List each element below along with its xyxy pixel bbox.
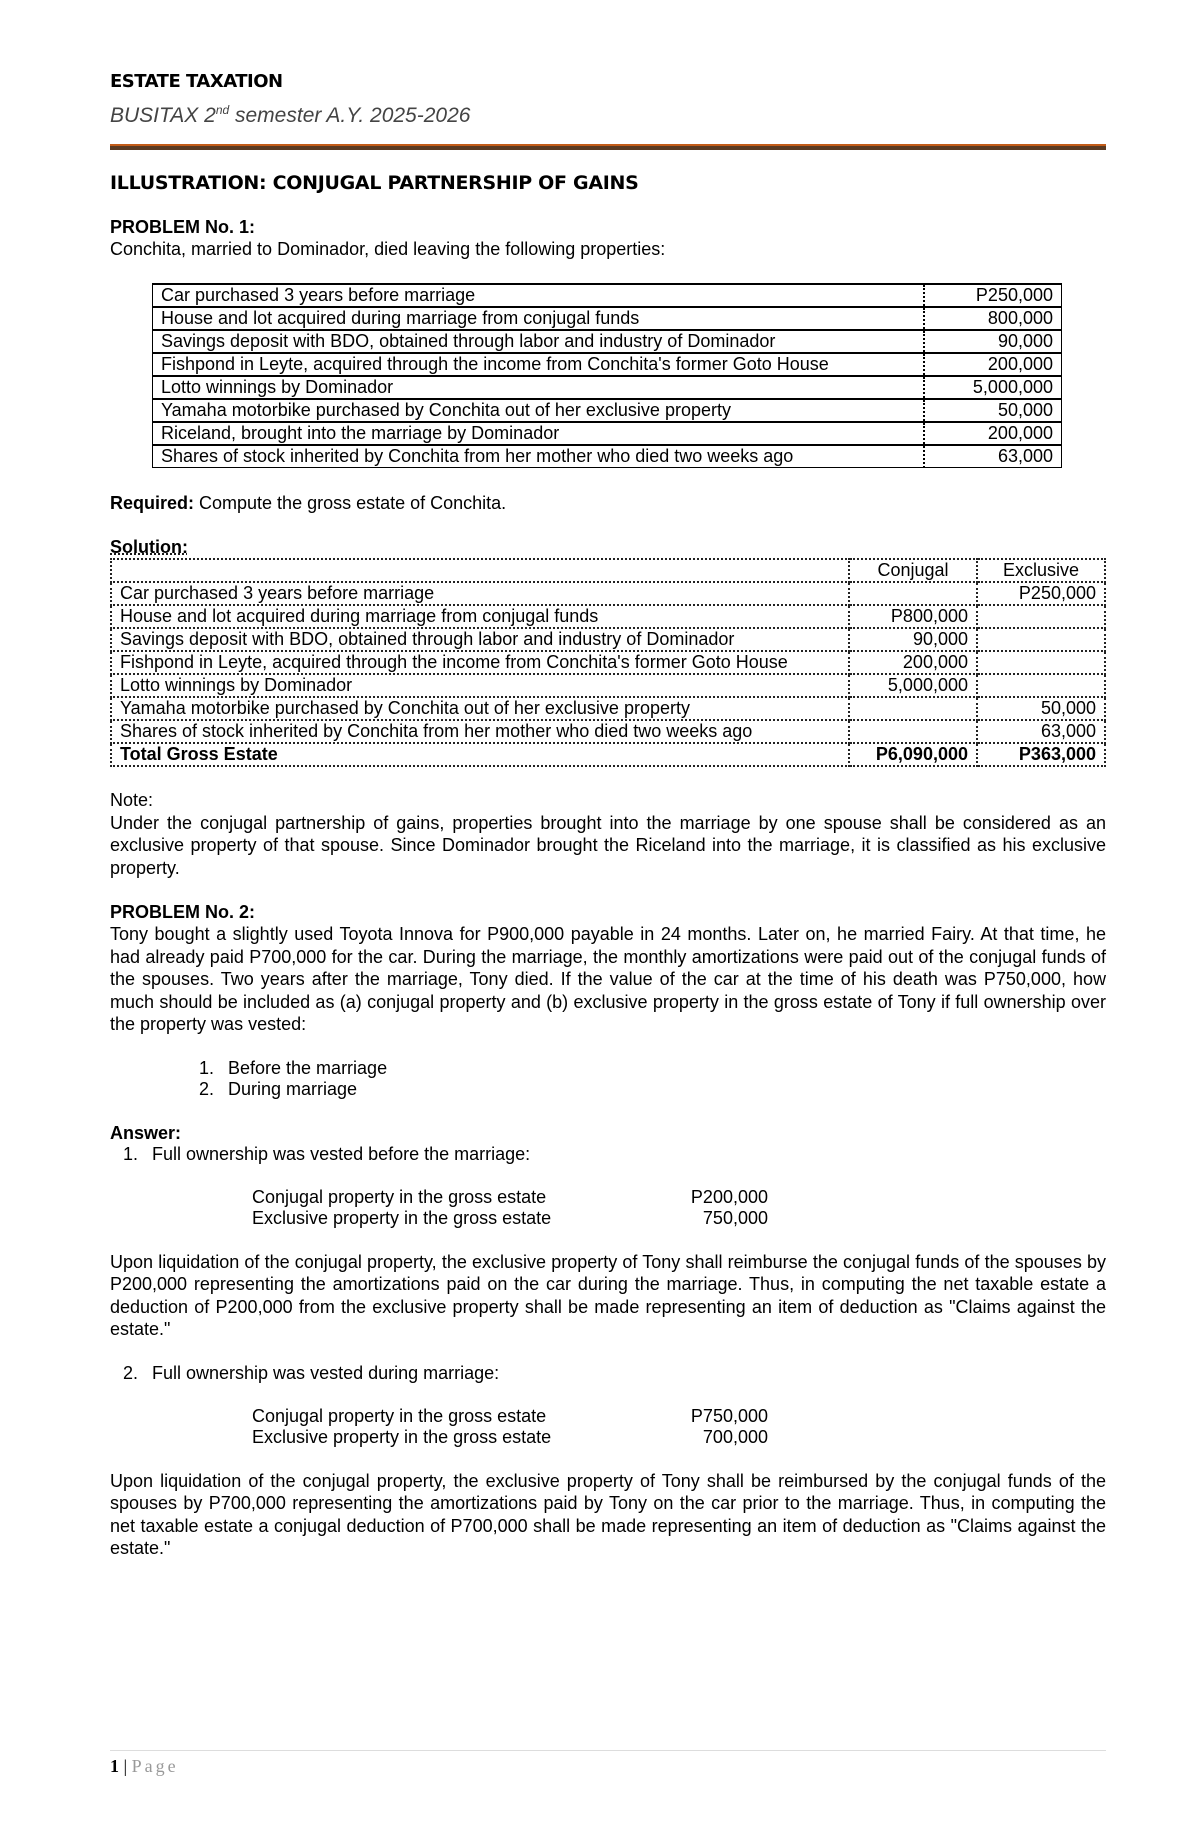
property-row (153, 353, 1062, 376)
total-exclusive: P363,000 (977, 743, 1105, 766)
property-row (153, 399, 1062, 422)
solution-row (111, 674, 1105, 697)
solution-header-row (111, 559, 1105, 582)
option-number: 1. (198, 1057, 214, 1078)
property-desc: House and lot acquired during marriage from conjugal funds (153, 307, 925, 330)
solution-header-blank (111, 559, 849, 582)
conjugal-header: Conjugal (849, 559, 977, 582)
property-amount: 200,000 (924, 422, 1062, 445)
property-desc: Yamaha motorbike purchased by Conchita out of her exclusive property (153, 399, 925, 422)
solution-row (111, 628, 1105, 651)
required-label: Required: (110, 492, 195, 513)
solution-desc: Lotto winnings by Dominador (111, 674, 849, 697)
properties-table (152, 283, 1062, 468)
solution-desc: Car purchased 3 years before marriage (111, 582, 849, 605)
answer-explanation: Upon liquidation of the conjugal property, the exclusive property of Tony shall reimburse the conjugal funds of the spouses by P200,000 representing the amortizations paid on the car during the marriage. Thus, in computing the net taxable estate a deduction of P200,000 from the exclusive property shall be made representing an item of deduction as "Claims against the estate." (110, 1251, 1106, 1339)
amount-line (252, 1208, 1106, 1229)
option-number: 2. (198, 1078, 214, 1099)
document-title: ILLUSTRATION: CONJUGAL PARTNERSHIP OF GAINS (110, 172, 639, 194)
property-desc: Shares of stock inherited by Conchita from her mother who died two weeks ago (153, 445, 925, 468)
problem2-heading: PROBLEM No. 2: (110, 902, 256, 922)
document-page (110, 70, 1106, 1560)
solution-conjugal: 200,000 (849, 651, 977, 674)
property-amount: 90,000 (924, 330, 1062, 353)
property-amount: 63,000 (924, 445, 1062, 468)
property-amount: P250,000 (924, 284, 1062, 307)
amount-line (252, 1406, 1106, 1427)
answer-amounts (252, 1406, 1106, 1448)
solution-conjugal: 90,000 (849, 628, 977, 651)
property-amount: 800,000 (924, 307, 1062, 330)
property-desc: Lotto winnings by Dominador (153, 376, 925, 399)
solution-conjugal: P800,000 (849, 605, 977, 628)
solution-row (111, 651, 1105, 674)
solution-desc: Shares of stock inherited by Conchita from her mother who died two weeks ago (111, 720, 849, 743)
amount-line (252, 1187, 1106, 1208)
amount-label: Conjugal property in the gross estate (252, 1186, 547, 1207)
option-item (178, 1058, 1106, 1079)
amount-value: 750,000 (702, 1207, 768, 1228)
answer-heading (110, 1144, 1106, 1165)
answer-label: Answer: (110, 1122, 182, 1143)
amount-label: Exclusive property in the gross estate (252, 1426, 552, 1447)
problem1-heading: PROBLEM No. 1: (110, 217, 256, 237)
solution-row (111, 697, 1105, 720)
solution-desc: Yamaha motorbike purchased by Conchita out of her exclusive property (111, 697, 849, 720)
property-row (153, 307, 1062, 330)
exclusive-header: Exclusive (977, 559, 1105, 582)
amount-label: Conjugal property in the gross estate (252, 1405, 547, 1426)
note-label: Note: (110, 790, 154, 810)
page-header (110, 70, 1106, 150)
property-row (153, 284, 1062, 307)
solution-row (111, 720, 1105, 743)
answer-block (110, 1144, 1106, 1341)
solution-exclusive: 50,000 (977, 697, 1105, 720)
header-subtitle (110, 96, 1106, 130)
header-subtitle-course: BUSITAX 2 (110, 104, 216, 127)
answer-amounts (252, 1187, 1106, 1229)
answer-number: 1. (122, 1143, 138, 1164)
page-number: 1 (110, 1756, 119, 1776)
property-row (153, 330, 1062, 353)
page-label: Page (131, 1756, 179, 1776)
solution-conjugal (849, 720, 977, 743)
solution-desc: Savings deposit with BDO, obtained through labor and industry of Dominador (111, 628, 849, 651)
property-amount: 5,000,000 (924, 376, 1062, 399)
amount-value: P200,000 (690, 1186, 768, 1207)
property-amount: 50,000 (924, 399, 1062, 422)
header-rule (110, 144, 1106, 150)
page-footer (110, 1756, 179, 1777)
answers (110, 1144, 1106, 1560)
problem1-intro: Conchita, married to Dominador, died leaving the following properties: (110, 239, 666, 259)
solution-desc: Fishpond in Leyte, acquired through the income from Conchita's former Goto House (111, 651, 849, 674)
solution-table (110, 558, 1106, 767)
amount-label: Exclusive property in the gross estate (252, 1207, 552, 1228)
total-row (111, 743, 1105, 766)
required-text: Compute the gross estate of Conchita. (194, 492, 507, 513)
footer-separator: | (119, 1756, 132, 1776)
solution-desc: House and lot acquired during marriage from conjugal funds (111, 605, 849, 628)
solution-exclusive (977, 651, 1105, 674)
answer-explanation: Upon liquidation of the conjugal property, the exclusive property of Tony shall be reimbursed by the conjugal funds of the spouses by P700,000 representing the amortizations paid by Tony on the car prior to the marriage. Thus, in computing the net taxable estate a conjugal deduction of P700,000 shall be made representing an item of deduction as "Claims against the estate." (110, 1470, 1106, 1558)
required-line (110, 492, 1106, 515)
solution-row (111, 605, 1105, 628)
solution-row (111, 582, 1105, 605)
note-text: Under the conjugal partnership of gains, properties brought into the marriage by one spouse shall be considered as an exclusive property of that spouse. Since Dominador brought the Riceland into the marriage, it is classified as his exclusive property. (110, 812, 1106, 878)
property-row (153, 445, 1062, 468)
answer-number: 2. (122, 1362, 138, 1383)
answer-heading-text: Full ownership was vested during marriage: (152, 1362, 500, 1383)
amount-value: 700,000 (702, 1426, 768, 1447)
amount-value: P750,000 (690, 1405, 768, 1426)
option-text: Before the marriage (228, 1057, 388, 1078)
property-amount: 200,000 (924, 353, 1062, 376)
property-desc: Savings deposit with BDO, obtained through labor and industry of Dominador (153, 330, 925, 353)
total-conjugal: P6,090,000 (849, 743, 977, 766)
header-title: ESTATE TAXATION (110, 71, 283, 92)
property-desc: Riceland, brought into the marriage by Dominador (153, 422, 925, 445)
answer-block (110, 1363, 1106, 1560)
problem2-options (178, 1058, 1106, 1100)
total-label: Total Gross Estate (111, 743, 849, 766)
property-row (153, 376, 1062, 399)
solution-conjugal (849, 582, 977, 605)
solution-exclusive (977, 605, 1105, 628)
solution-exclusive: 63,000 (977, 720, 1105, 743)
solution-conjugal: 5,000,000 (849, 674, 977, 697)
answer-heading (110, 1363, 1106, 1384)
property-desc: Fishpond in Leyte, acquired through the income from Conchita's former Goto House (153, 353, 925, 376)
header-subtitle-term: semester A.Y. 2025-2026 (229, 104, 471, 127)
footer-rule (110, 1750, 1106, 1751)
problem2-text: Tony bought a slightly used Toyota Innova for P900,000 payable in 24 months. Later on, he married Fairy. At that time, he had already paid P700,000 for the car. During the marriage, the monthly amortizations were paid out of the conjugal funds of the spouses. Two years after the marriage, Tony died. If the value of the car at the time of his death was P750,000, how much should be included as (a) conjugal property and (b) exclusive property in the gross estate of Tony if full ownership over the property was vested: (110, 924, 1106, 1034)
solution-exclusive (977, 674, 1105, 697)
solution-conjugal (849, 697, 977, 720)
option-item (178, 1079, 1106, 1100)
solution-label: Solution: (110, 537, 188, 557)
header-subtitle-sup: nd (215, 103, 230, 117)
property-row (153, 422, 1062, 445)
solution-exclusive: P250,000 (977, 582, 1105, 605)
answer-heading-text: Full ownership was vested before the marriage: (152, 1143, 531, 1164)
property-desc: Car purchased 3 years before marriage (153, 284, 925, 307)
option-text: During marriage (228, 1078, 358, 1099)
amount-line (252, 1427, 1106, 1448)
solution-exclusive (977, 628, 1105, 651)
